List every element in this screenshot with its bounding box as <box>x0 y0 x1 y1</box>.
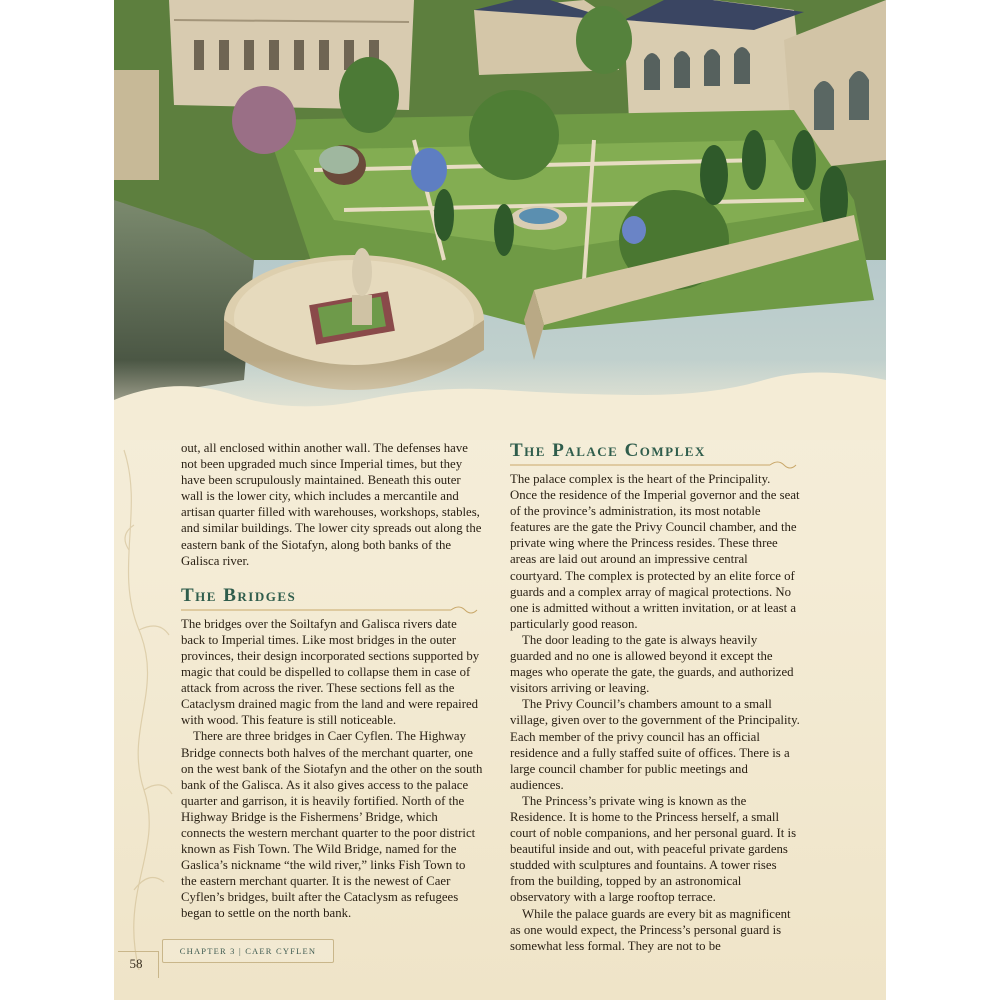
book-page <box>114 0 886 1000</box>
intro-paragraph: out, all enclosed within another wall. The defenses have not been upgraded much since Imperial times, but they have been scrupulously maintained. Beneath this outer wall is the lower city, which includes a mercantile and artisan quarter filled with warehouses, workshops, stables, and similar buildings. The lower city spreads out along the eastern bank of the Siotafyn, along both banks of the Galisca river. <box>181 441 482 568</box>
bridges-paragraph-1: The bridges over the Soiltafyn and Galisca rivers date back to Imperial times. Like most bridges in the outer provinces, their design incorporated sections supported by magic that could be dispelled to collapse them in case of attack from across the river. These sections fell as the Cataclysm drained magic from the land and were repaired with wood. This feature is still noticeable. <box>181 616 480 728</box>
palace-complex-heading: The Palace Complex <box>510 440 706 461</box>
palace-paragraph-3: The Privy Council’s chambers amount to a small village, given over to the government of the Principality. Each member of the privy council has an official residence and a fully staffed suite of offices. There is a large council chamber for public meetings and audiences. <box>510 697 800 792</box>
bridges-heading: The Bridges <box>181 584 297 606</box>
left-column <box>181 440 483 922</box>
palace-paragraph-5: While the palace guards are every bit as magnificent as one would expect, the Princess’s personal guard is somewhat less formal. They are not to be <box>510 906 791 953</box>
page-number: 58 <box>129 956 143 971</box>
heading-divider <box>510 461 800 469</box>
right-column <box>510 440 800 954</box>
palace-paragraph-1: The palace complex is the heart of the Principality. Once the residence of the Imperial governor and the seat of the province’s administration, its most notable features are the gate the Privy Council chamber, and the private wing where the Princess resides. These three areas are laid out around an impressive central courtyard. The complex is protected by an elite force of guards and a complex array of magical protections. No one is admitted without a written invitation, or at least a particularly good reason. <box>510 472 800 631</box>
palace-paragraph-2: The door leading to the gate is always heavily guarded and no one is allowed beyond it except the mages who operate the gate, the guards, and authorized visitors arriving or leaving. <box>510 632 794 696</box>
chapter-footer-label: CHAPTER 3 | CAER CYFLEN <box>162 939 334 963</box>
palace-paragraph-4: The Princess’s private wing is known as the Residence. It is home to the Princess herself, a small court of noble companions, and her personal guard. It is beautiful inside and out, with peaceful private gardens studded with sculptures and fountains. A tower rises from the building, topped by an astronomical observatory with a large rooftop terrace. <box>510 793 797 905</box>
heading-divider <box>181 606 483 614</box>
palace-garden-illustration <box>114 0 886 440</box>
bridges-paragraph-2: There are three bridges in Caer Cyflen. The Highway Bridge connects both halves of the merchant quarter, one on the west bank of the Siotafyn and the other on the south bank of the Galisca. As it also gives access to the palace quarter and garrison, it is heavily fortified. North of the Highway Bridge is the Fishermens’ Bridge, which connects the western merchant quarter to the poor district known as Fish Town. The Wild Bridge, named for the Gaslica’s nickname “the wild river,” links Fish Town to the eastern merchant quarter. It is the newest of Caer Cyflen’s bridges, built after the Cataclysm as refugees began to settle on the north bank. <box>181 729 483 921</box>
